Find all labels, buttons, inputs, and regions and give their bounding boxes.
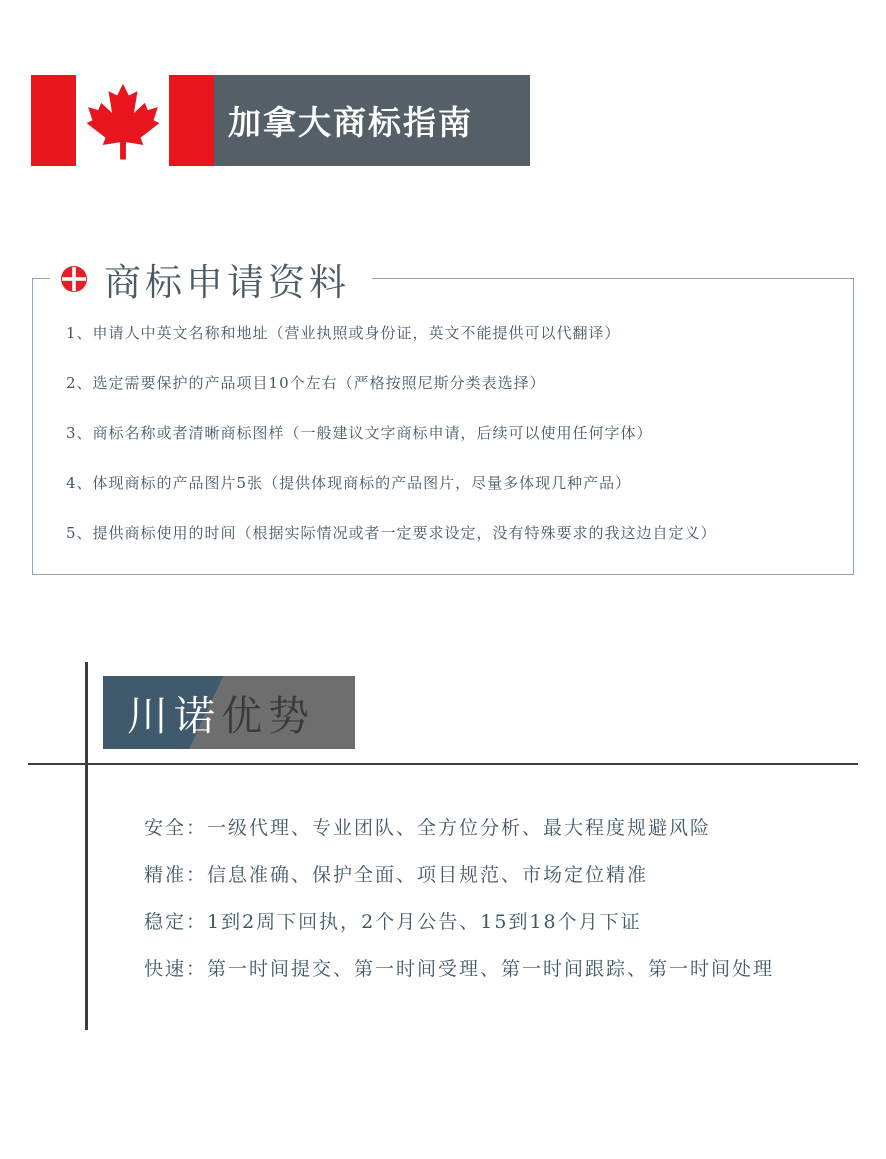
page-title: 加拿大商标指南 [228, 103, 473, 142]
list-item: 2、选定需要保护的产品项目10个左右（严格按照尼斯分类表选择） [66, 374, 546, 392]
maple-leaf-icon [86, 81, 160, 161]
header-banner [31, 75, 530, 166]
materials-list [66, 318, 846, 568]
advantages-title-part2: 优势 [221, 692, 315, 740]
list-item: 4、体现商标的产品图片5张（提供体现商标的产品图片，尽量多体现几种产品） [66, 474, 632, 492]
horizontal-divider [28, 763, 858, 765]
list-item: 5、提供商标使用的时间（根据实际情况或者一定要求设定，没有特殊要求的我这边自定义） [66, 524, 717, 542]
list-item: 3、商标名称或者清晰商标图样（一般建议文字商标申请，后续可以使用任何字体） [66, 424, 653, 442]
materials-heading [50, 256, 372, 302]
advantages-list [144, 808, 844, 996]
advantages-title [127, 683, 315, 742]
advantages-title-part1: 川诺 [127, 692, 221, 740]
banner-title-box [214, 75, 530, 166]
flag-right-band [169, 75, 214, 166]
flag-center [76, 75, 169, 166]
canada-flag-icon [31, 75, 214, 166]
list-item: 安全：一级代理、专业团队、全方位分析、最大程度规避风险 [144, 817, 712, 839]
red-cross-circle-icon [60, 265, 88, 293]
list-item: 精准：信息准确、保护全面、项目规范、市场定位精准 [144, 864, 649, 886]
list-item: 稳定：1到2周下回执，2个月公告、15到18个月下证 [144, 911, 642, 933]
flag-left-band [31, 75, 76, 166]
materials-title: 商标申请资料 [104, 261, 350, 304]
advantages-heading-box [103, 676, 355, 749]
list-item: 1、申请人中英文名称和地址（营业执照或身份证，英文不能提供可以代翻译） [66, 324, 621, 342]
list-item: 快速：第一时间提交、第一时间受理、第一时间跟踪、第一时间处理 [144, 958, 775, 980]
vertical-divider [85, 662, 88, 1030]
